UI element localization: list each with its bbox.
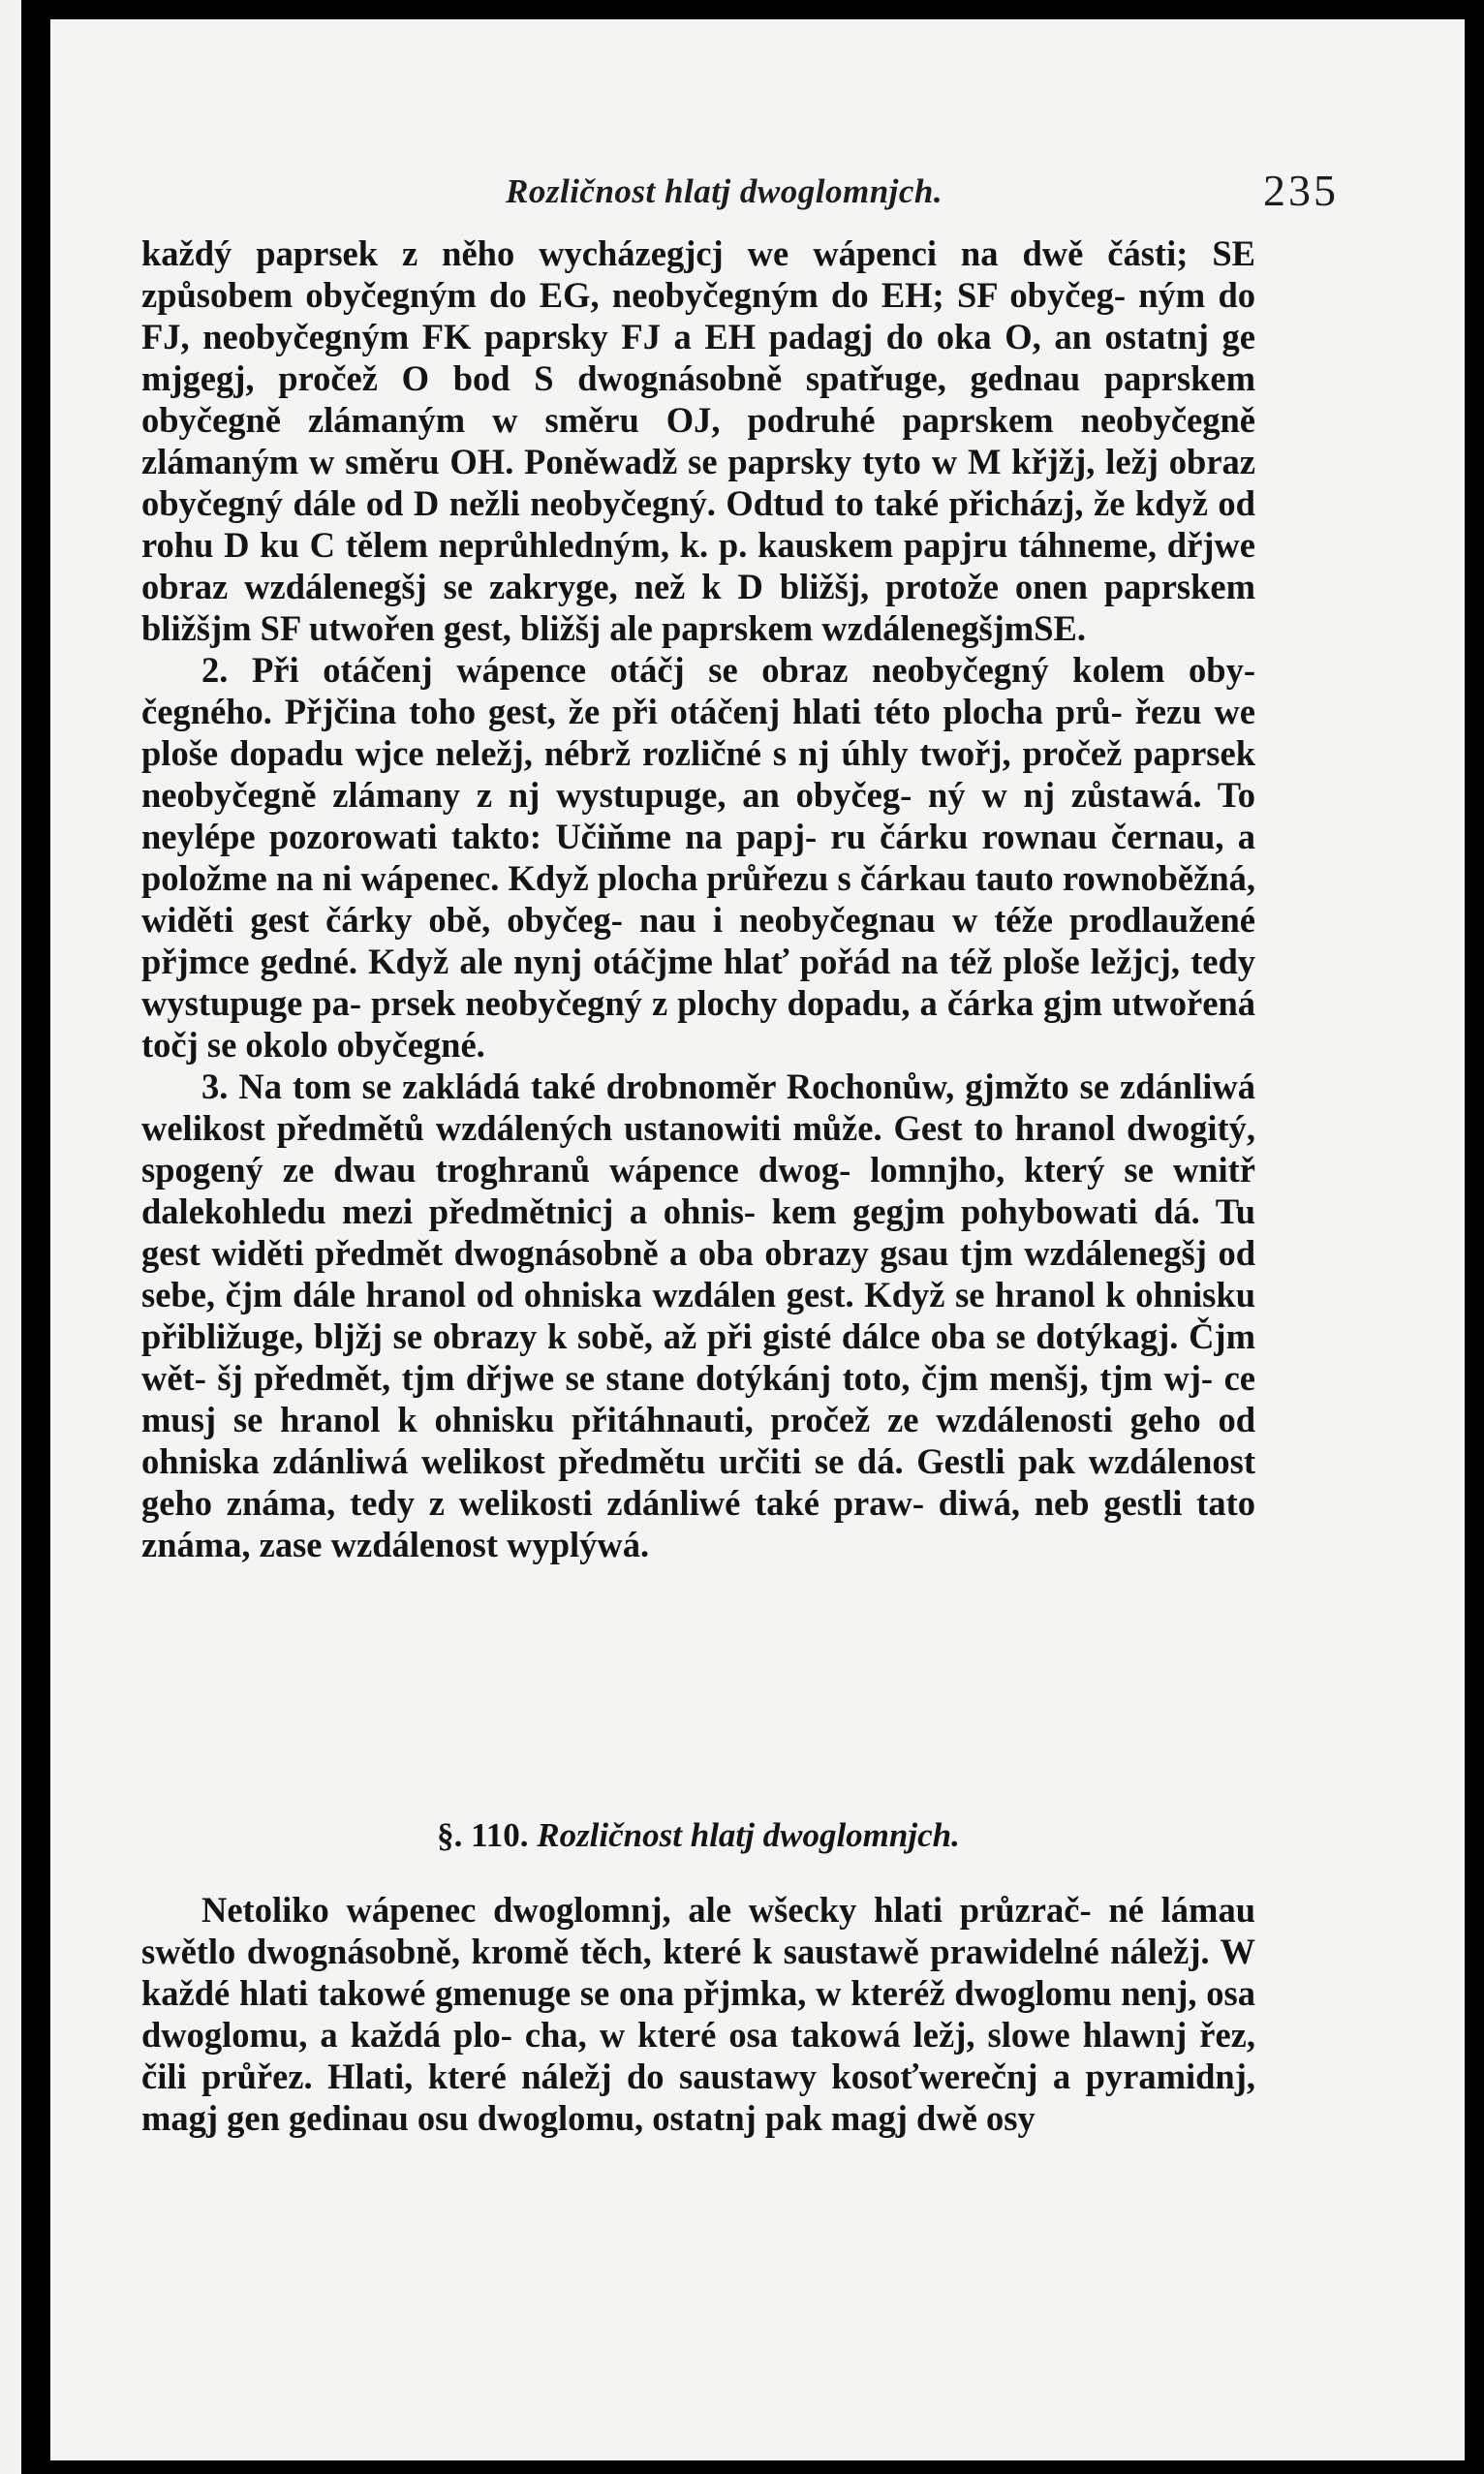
paragraph: Netoliko wápenec dwoglomnj, ale wšecky hlati průzrač- né lámau swětlo dwognásobně, kromě těch, které k saustawě prawidelné náležj. W každé hlati takowé gmenuge se ona přjmka, w kteréž dwoglomu nenj, osa dwoglomu, a každá plo- cha, w které osa takowá ležj, slowe hlawnj řez, čili průřez. Hlati, které náležj do saustawy kosoťwerečnj a pyramidnj, magj gen gedinau osu dwoglomu, ostatnj pak magj dwě osy	[141, 1890, 1255, 2138]
section-number: §. 110.	[437, 1816, 529, 1854]
paragraph: 3. Na tom se zakládá také drobnoměr Rochonůw, gjmžto se zdánliwá welikost předmětů wzdálených ustanowiti může. Gest to hranol dwogitý, spogený ze dwau troghranů wápence dwog- lomnjho, který se wnitř dalekohledu mezi předmětnicj a ohnis- kem gegjm pohybowati dá. Tu gest widěti předmět dwognásobně a oba obrazy gsau tjm wzdálenegšj od sebe, čjm dále hranol od ohniska wzdálen gest. Když se hranol k ohnisku přibližuge, bljžj se obrazy k sobě, až při gisté dálce oba se dotýkagj. Čjm wět- šj předmět, tjm dřjwe se stane dotýkánj toto, čjm menšj, tjm wj- ce musj se hranol k ohnisku přitáhnauti, pročež ze wzdálenosti geho od ohniska zdánliwá welikost předmětu určiti se dá. Gestli pak wzdálenost geho známa, tedy z welikosti zdánliwé také praw- diwá, neb gestli tato známa, zase wzdálenost wyplýwá.	[141, 1067, 1255, 1564]
section-heading	[141, 1816, 1255, 1855]
page-number: 235	[1263, 166, 1339, 215]
paragraph: 2. Při otáčenj wápence otáčj se obraz neobyčegný kolem oby- čegného. Přjčina toho gest, že při otáčenj hlati této plocha prů- řezu we ploše dopadu wjce neležj, nébrž rozličné s nj úhly twořj, pročež paprsek neobyčegně zlámany z nj wystupuge, an obyčeg- ný w nj zůstawá. To neylépe pozorowati takto: Učiňme na papj- ru čárku rownau černau, a položme na ni wápenec. Když plocha průřezu s čárkau tauto rownoběžná, widěti gest čárky obě, obyčeg- nau i neobyčegnau w téže prodlaužené přjmce gedné. Když ale nynj otáčjme hlať pořád na též ploše ležjcj, tedy wystupuge pa- prsek neobyčegný z plochy dopadu, a čárka gjm utwořená točj se okolo obyčegné.	[141, 650, 1255, 1065]
adjacent-page-edge	[0, 0, 21, 2474]
paragraph: každý paprsek z něho wycházegjcj we wápenci na dwě části; SE způsobem obyčegným do EG, neobyčegným do EH; SF obyčeg- ným do FJ, neobyčegným FK paprsky FJ a EH padagj do oka O, an ostatnj ge mjgegj, pročež O bod S dwognásobně spatřuge, gednau paprskem obyčegně zlámaným w směru OJ, podruhé paprskem neobyčegně zlámaným w směru OH. Poněwadž se paprsky tyto w M křjžj, ležj obraz obyčegný dále od D nežli neobyčegný. Odtud to také přicházj, že když od rohu D ku C tělem neprůhledným, k. p. kauskem papjru táhneme, dřjwe obraz wzdálenegšj se zakryge, než k D bližšj, protože onen paprskem bližšjm SF utwořen gest, bližšj ale paprskem wzdálenegšjmSE.	[141, 233, 1255, 648]
body-text-top	[141, 232, 1255, 1565]
body-text-bottom	[141, 1889, 1255, 2139]
running-head: Rozličnost hlatj dwoglomnjch.	[506, 172, 943, 210]
book-page	[50, 19, 1465, 2460]
page-header	[138, 165, 1339, 223]
section-title: Rozličnost hlatj dwoglomnjch.	[537, 1816, 960, 1854]
